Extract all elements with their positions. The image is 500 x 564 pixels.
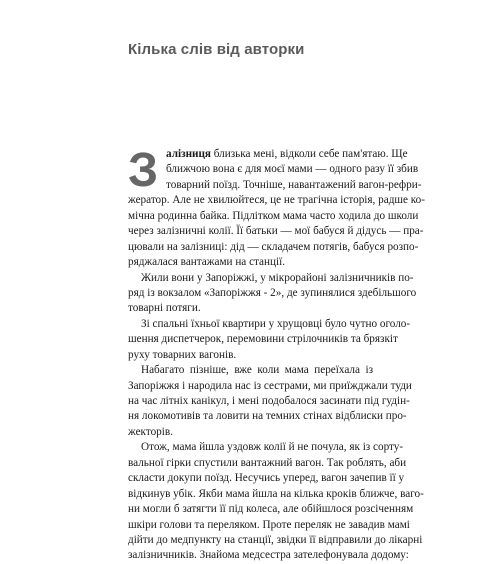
- text-line: ня локомотивів та ловити на темних стінах відблиски про-: [128, 410, 407, 423]
- text-line: дійти до медпункту на станції, звідки її відправили до лікарні: [128, 533, 423, 546]
- text-line: ряджалася вантажами на станції.: [128, 256, 286, 269]
- text-line: жератор. Але не хвилюйтеся, це не трагічна історія, радше ко-: [128, 194, 425, 207]
- chapter-body: [128, 144, 425, 564]
- text-line: залізничників. Знайома медсестра зателефонувала додому:: [128, 549, 409, 562]
- text-line: цювали на залізниці: дід — складачем потягів, бабуся розпо-: [128, 240, 419, 253]
- text-line: Отож, мама йшла уздовж колії й не почула, як із сорту-: [141, 441, 404, 454]
- lead-word: алізниця: [166, 148, 211, 160]
- text-line: ряд із вокзалом «Запоріжжя - 2», де зупинялися здебільшого: [128, 286, 417, 299]
- text-line: шкіри голови та переляком. Проте переляк не завадив мамі: [128, 518, 410, 531]
- drop-cap: З: [128, 144, 159, 197]
- text-line: шення диспетчерок, перемовини стрілочників та брязкіт: [128, 333, 398, 346]
- text-line: відкинув убік. Якби мама йшла на кілька кроків ближче, ваго-: [128, 487, 424, 500]
- text-line: скласти докупи поїзд. Несучись уперед, вагон зачепив її у: [128, 472, 405, 485]
- text-line: алізниця близька мені, відколи себе пам'ятаю. Ще: [166, 148, 408, 160]
- chapter-heading: Кілька слів від авторки: [128, 41, 305, 58]
- text-line: товарний поїзд. Точніше, навантажений вагон-рефри-: [166, 178, 422, 191]
- text-line: мічна родинна байка. Підлітком мама часто ходила до школи: [128, 209, 419, 222]
- text-line: ни могли б затягти її під колеса, але обійшлося розсіченням: [128, 503, 414, 516]
- text-line: Жили вони у Запоріжжі, у мікрорайоні залізничників по-: [141, 271, 414, 284]
- text-line: вальної гірки спустили вантажний вагон. Так роблять, аби: [128, 456, 407, 469]
- text-line: Зі спальні їхньої квартири у хрущовці було чутно оголо-: [141, 317, 411, 330]
- text-line: Запоріжжя і народила нас із сестрами, ми приїжджали туди: [128, 379, 412, 392]
- text-line: на час літніх канікул, і мені подобалося засинати під гудін-: [128, 395, 410, 407]
- text-line: жекторів.: [128, 425, 173, 438]
- text-line: товарні потяги.: [128, 302, 201, 315]
- text-line: через залізничні колії. Її батьки — мої бабуся й дідусь — пра-: [128, 225, 424, 238]
- text-line: Набагато пізніше, вже коли мама переїхала із: [141, 364, 373, 377]
- text-line: руху товарних вагонів.: [128, 348, 237, 361]
- text-line: ближчою вона є для моєї мами — одного разу її збив: [166, 163, 419, 176]
